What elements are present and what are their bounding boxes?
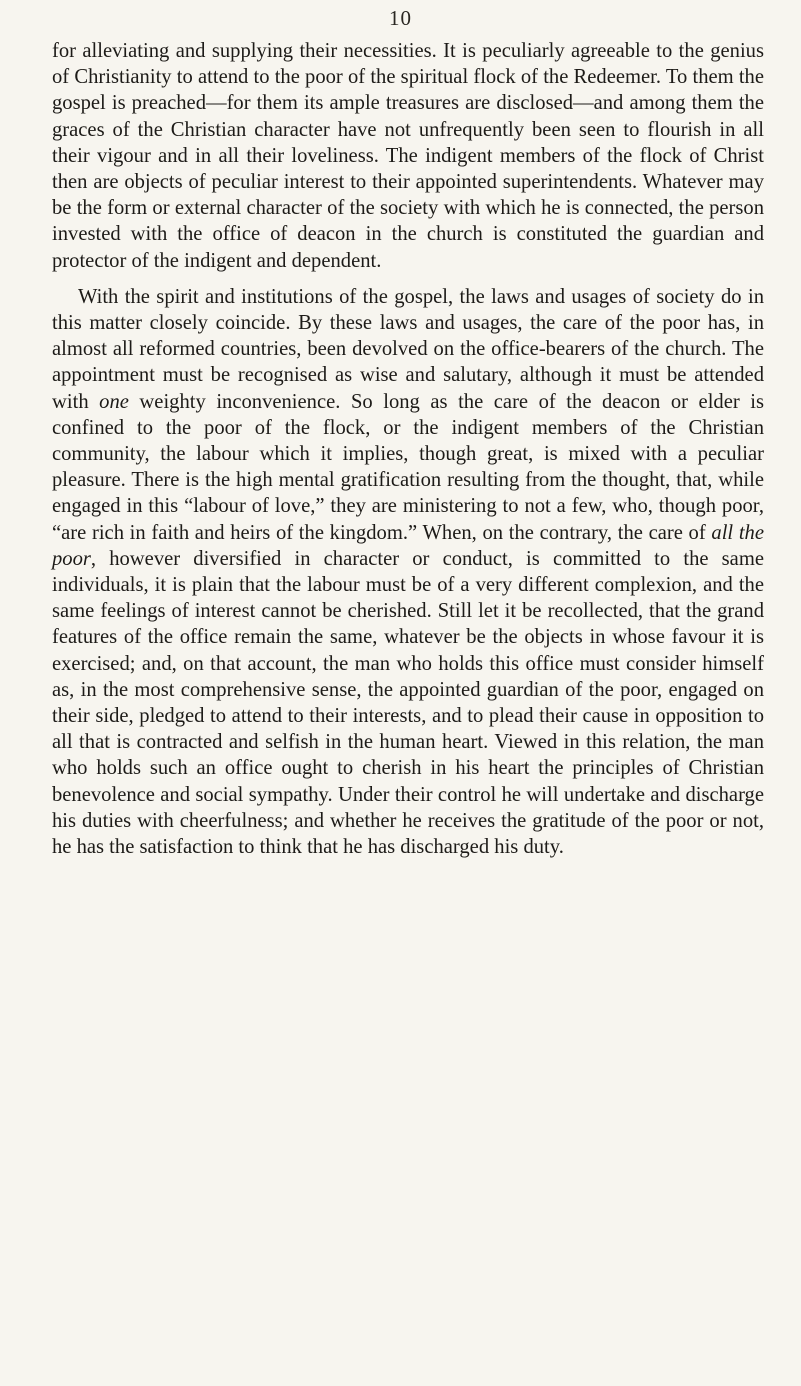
page-number: 10	[389, 6, 412, 30]
emphasis-all-the-poor: all the poor	[52, 521, 764, 570]
paragraph-1: for alleviating and supplying their necessities. It is peculiarly agreeable to the genius of Christianity to attend to the poor of the spiritual flock of the Redeemer. To them the gospel is preached—for them its ample treasures are disclosed—and among them the graces of the Christian character have not unfrequently been seen to flourish in all their vigour and in all their loveliness. The indigent members of the flock of Christ then are objects of peculiar interest to their appointed superintendents. Whatever may be the form or external character of the society with which he is connected, the person invested with the office of deacon in the church is constituted the guardian and protector of the indigent and dependent.	[52, 40, 764, 272]
paragraph-2	[52, 284, 764, 860]
paragraph-2-part-2: weighty inconvenience. So long as the care of the deacon or elder is confined to the poor of the flock, or the indigent members of the Christian community, the labour which it implies, though great, is mixed with a peculiar pleasure. There is the high mental gratification resulting from the thought, that, while engaged in this “labour of love,” they are ministering to not a few, who, though poor, “are rich in faith and heirs of the kingdom.” When, on the contrary, the care of	[52, 390, 764, 544]
emphasis-one: one	[99, 390, 129, 413]
paragraph-2-part-1: With the spirit and institutions of the gospel, the laws and usages of society do in this matter closely coincide. By these laws and usages, the care of the poor has, in almost all reformed countries, been devolved on the office-bearers of the church. The appointment must be recognised as wise and salutary, although it must be attended with	[52, 285, 764, 413]
body-text	[52, 38, 764, 860]
paragraph-2-part-3: , however diversified in character or conduct, is committed to the same individuals, it is plain that the labour must be of a very different complexion, and the same feelings of interest cannot be cherished. Still let it be recollected, that the grand features of the office remain the same, whatever be the objects in whose favour it is exercised; and, on that account, the man who holds this office must consider himself as, in the most comprehensive sense, the appointed guardian of the poor, engaged on their side, pledged to attend to their interests, and to plead their cause in opposition to all that is contracted and selfish in the human heart. Viewed in this relation, the man who holds such an office ought to cherish in his heart the principles of Christian benevolence and social sympathy. Under their control he will undertake and discharge his duties with cheerfulness; and whether he receives the gratitude of the poor or not, he has the satisfaction to think that he has discharged his duty.	[52, 547, 764, 859]
